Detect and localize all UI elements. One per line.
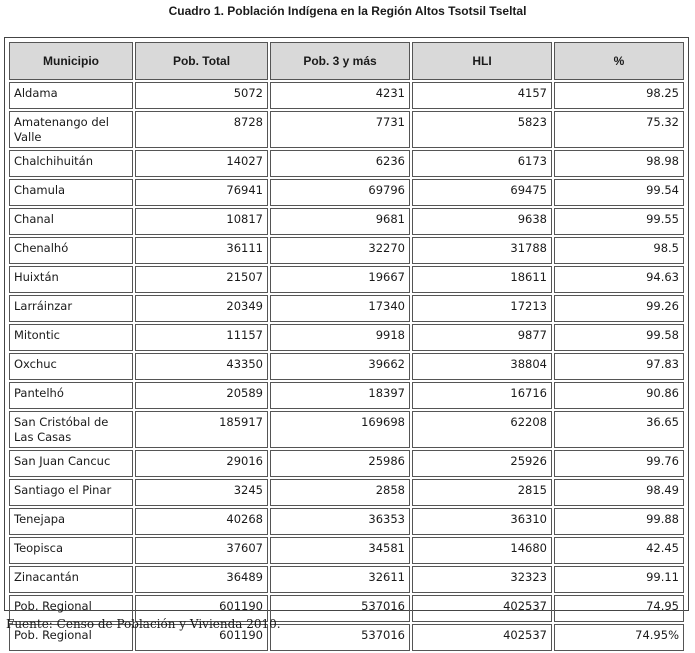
percent-cell: 75.32 bbox=[554, 111, 684, 148]
hli-cell: 18611 bbox=[412, 266, 552, 293]
municipio-cell: Huixtán bbox=[9, 266, 133, 293]
table-row bbox=[9, 353, 684, 380]
header-percent: % bbox=[554, 42, 684, 80]
hli-cell: 5823 bbox=[412, 111, 552, 148]
hli-cell: 17213 bbox=[412, 295, 552, 322]
percent-cell: 97.83 bbox=[554, 353, 684, 380]
percent-cell: 90.86 bbox=[554, 382, 684, 409]
population-table bbox=[7, 40, 686, 653]
hli-cell: 14680 bbox=[412, 537, 552, 564]
header-hli: HLI bbox=[412, 42, 552, 80]
table-row bbox=[9, 150, 684, 177]
pob-total-cell: 36489 bbox=[135, 566, 268, 593]
pob-3-y-mas-cell: 32611 bbox=[270, 566, 410, 593]
header-municipio: Municipio bbox=[9, 42, 133, 80]
percent-cell: 98.49 bbox=[554, 479, 684, 506]
table-row bbox=[9, 450, 684, 477]
pob-total-cell: 21507 bbox=[135, 266, 268, 293]
pob-3-y-mas-cell: 7731 bbox=[270, 111, 410, 148]
table-body bbox=[9, 82, 684, 651]
table-row bbox=[9, 479, 684, 506]
percent-cell: 42.45 bbox=[554, 537, 684, 564]
pob-total-cell: 20349 bbox=[135, 295, 268, 322]
pob-total-cell: 20589 bbox=[135, 382, 268, 409]
pob-3-y-mas-cell: 25986 bbox=[270, 450, 410, 477]
hli-cell: 402537 bbox=[412, 595, 552, 622]
table-row bbox=[9, 237, 684, 264]
hli-cell: 9877 bbox=[412, 324, 552, 351]
table-row bbox=[9, 266, 684, 293]
percent-cell: 99.55 bbox=[554, 208, 684, 235]
municipio-cell: Pantelhó bbox=[9, 382, 133, 409]
pob-3-y-mas-cell: 34581 bbox=[270, 537, 410, 564]
municipio-cell: Aldama bbox=[9, 82, 133, 109]
pob-total-cell: 8728 bbox=[135, 111, 268, 148]
pob-3-y-mas-cell: 18397 bbox=[270, 382, 410, 409]
pob-total-cell: 3245 bbox=[135, 479, 268, 506]
municipio-cell: Amatenango del Valle bbox=[9, 111, 133, 148]
table-row bbox=[9, 179, 684, 206]
pob-3-y-mas-cell: 537016 bbox=[270, 624, 410, 651]
hli-cell: 69475 bbox=[412, 179, 552, 206]
municipio-cell: Zinacantán bbox=[9, 566, 133, 593]
percent-cell: 74.95 bbox=[554, 595, 684, 622]
pob-3-y-mas-cell: 169698 bbox=[270, 411, 410, 448]
hli-cell: 31788 bbox=[412, 237, 552, 264]
pob-total-cell: 40268 bbox=[135, 508, 268, 535]
pob-total-cell: 14027 bbox=[135, 150, 268, 177]
percent-cell: 94.63 bbox=[554, 266, 684, 293]
hli-cell: 62208 bbox=[412, 411, 552, 448]
pob-3-y-mas-cell: 69796 bbox=[270, 179, 410, 206]
table-row bbox=[9, 411, 684, 448]
pob-3-y-mas-cell: 6236 bbox=[270, 150, 410, 177]
hli-cell: 38804 bbox=[412, 353, 552, 380]
hli-cell: 16716 bbox=[412, 382, 552, 409]
hli-cell: 402537 bbox=[412, 624, 552, 651]
table-row bbox=[9, 566, 684, 593]
hli-cell: 25926 bbox=[412, 450, 552, 477]
table-row bbox=[9, 382, 684, 409]
municipio-cell: San Cristóbal de Las Casas bbox=[9, 411, 133, 448]
pob-total-cell: 76941 bbox=[135, 179, 268, 206]
pob-total-cell: 601190 bbox=[135, 595, 268, 622]
pob-total-cell: 601190 bbox=[135, 624, 268, 651]
percent-cell: 98.25 bbox=[554, 82, 684, 109]
municipio-cell: Oxchuc bbox=[9, 353, 133, 380]
table-row bbox=[9, 111, 684, 148]
percent-cell: 99.76 bbox=[554, 450, 684, 477]
percent-cell: 99.26 bbox=[554, 295, 684, 322]
header-pob-total: Pob. Total bbox=[135, 42, 268, 80]
municipio-cell: Chanal bbox=[9, 208, 133, 235]
pob-total-cell: 10817 bbox=[135, 208, 268, 235]
percent-cell: 99.54 bbox=[554, 179, 684, 206]
table-row bbox=[9, 82, 684, 109]
percent-cell: 74.95% bbox=[554, 624, 684, 651]
pob-total-cell: 43350 bbox=[135, 353, 268, 380]
municipio-cell: Santiago el Pinar bbox=[9, 479, 133, 506]
pob-total-cell: 185917 bbox=[135, 411, 268, 448]
municipio-cell: Pob. Regional bbox=[9, 595, 133, 622]
municipio-cell: Tenejapa bbox=[9, 508, 133, 535]
municipio-cell: Chenalhó bbox=[9, 237, 133, 264]
hli-cell: 36310 bbox=[412, 508, 552, 535]
municipio-cell: Chamula bbox=[9, 179, 133, 206]
percent-cell: 98.5 bbox=[554, 237, 684, 264]
source-note: Fuente: Censo de Población y Vivienda 2010. bbox=[6, 617, 281, 631]
percent-cell: 99.11 bbox=[554, 566, 684, 593]
municipio-cell: Mitontic bbox=[9, 324, 133, 351]
pob-3-y-mas-cell: 19667 bbox=[270, 266, 410, 293]
table-row bbox=[9, 324, 684, 351]
pob-3-y-mas-cell: 32270 bbox=[270, 237, 410, 264]
pob-total-cell: 36111 bbox=[135, 237, 268, 264]
municipio-cell: Teopisca bbox=[9, 537, 133, 564]
pob-total-cell: 11157 bbox=[135, 324, 268, 351]
pob-3-y-mas-cell: 2858 bbox=[270, 479, 410, 506]
hli-cell: 6173 bbox=[412, 150, 552, 177]
header-pob-3-y-mas: Pob. 3 y más bbox=[270, 42, 410, 80]
percent-cell: 99.58 bbox=[554, 324, 684, 351]
pob-3-y-mas-cell: 39662 bbox=[270, 353, 410, 380]
pob-total-cell: 5072 bbox=[135, 82, 268, 109]
pob-3-y-mas-cell: 36353 bbox=[270, 508, 410, 535]
percent-cell: 36.65 bbox=[554, 411, 684, 448]
municipio-cell: Pob. Regional bbox=[9, 624, 133, 651]
hli-cell: 32323 bbox=[412, 566, 552, 593]
hli-cell: 2815 bbox=[412, 479, 552, 506]
pob-3-y-mas-cell: 9918 bbox=[270, 324, 410, 351]
table-row bbox=[9, 508, 684, 535]
pob-3-y-mas-cell: 4231 bbox=[270, 82, 410, 109]
pob-3-y-mas-cell: 537016 bbox=[270, 595, 410, 622]
table-row bbox=[9, 295, 684, 322]
percent-cell: 98.98 bbox=[554, 150, 684, 177]
municipio-cell: San Juan Cancuc bbox=[9, 450, 133, 477]
pob-total-cell: 29016 bbox=[135, 450, 268, 477]
municipio-cell: Larráinzar bbox=[9, 295, 133, 322]
hli-cell: 9638 bbox=[412, 208, 552, 235]
hli-cell: 4157 bbox=[412, 82, 552, 109]
table-row bbox=[9, 537, 684, 564]
pob-total-cell: 37607 bbox=[135, 537, 268, 564]
header-row bbox=[9, 42, 684, 80]
percent-cell: 99.88 bbox=[554, 508, 684, 535]
municipio-cell: Chalchihuitán bbox=[9, 150, 133, 177]
table-caption: Cuadro 1. Población Indígena en la Región Altos Tsotsil Tseltal bbox=[168, 4, 527, 18]
table-row bbox=[9, 208, 684, 235]
pob-3-y-mas-cell: 17340 bbox=[270, 295, 410, 322]
pob-3-y-mas-cell: 9681 bbox=[270, 208, 410, 235]
